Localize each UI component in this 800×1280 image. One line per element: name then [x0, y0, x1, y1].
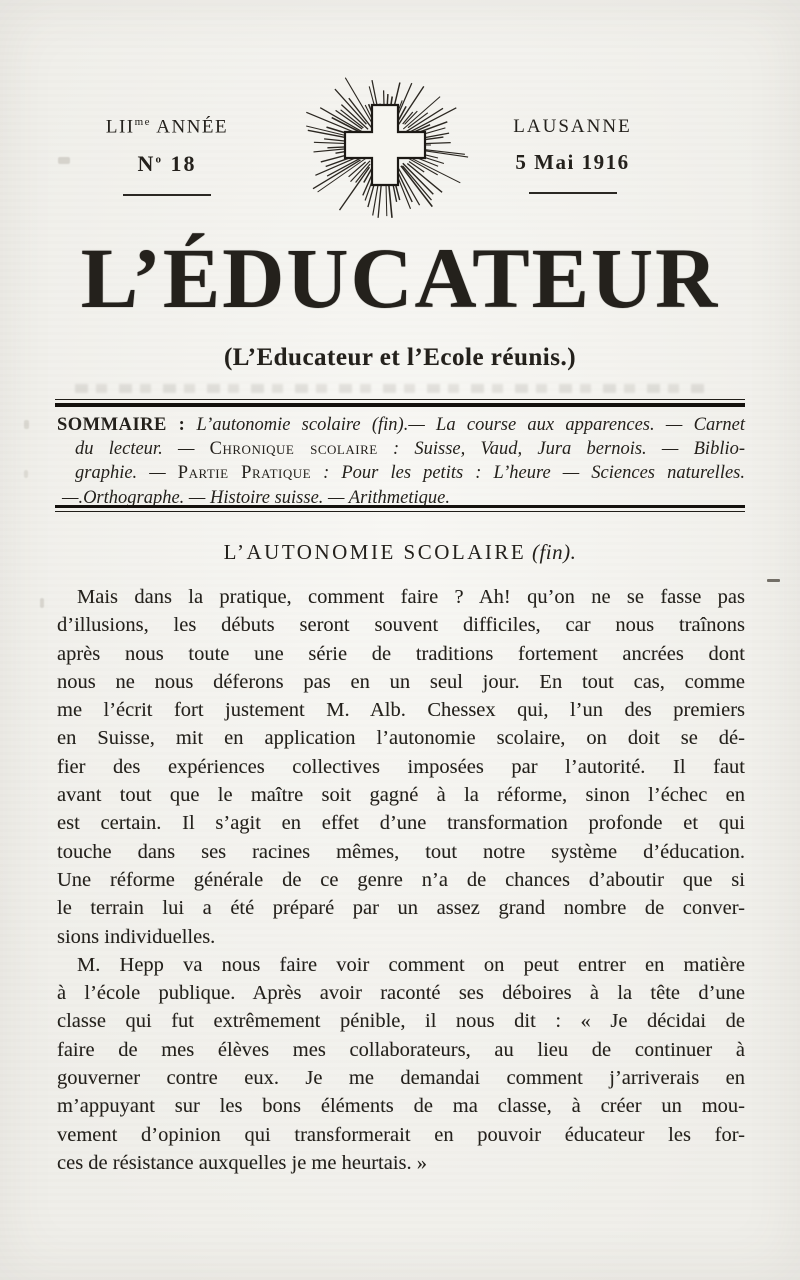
text-line: en Suisse, mit en application l’autonomie scolaire, on doit se dé- [57, 727, 745, 750]
journal-title: L’ÉDUCATEUR [80, 230, 720, 326]
article-paragraph [57, 583, 745, 951]
text-line: m’appuyant sur les bons éléments de ma classe, à créer un mou- [57, 1095, 745, 1118]
text-line: Une réforme générale de ce genre n’a de chances d’aboutir que si [57, 868, 745, 891]
article-heading: L’AUTONOMIE SCOLAIRE (fin). [223, 540, 577, 564]
issue-date-text: 5 Mai 1916 [515, 150, 630, 174]
masthead-right [490, 116, 655, 194]
summary-block [57, 413, 745, 510]
text-line: avant tout que le maître soit gagné à la réforme, sinon l’échec en [57, 784, 745, 807]
text-line: le terrain lui a été préparé par un assez grand nombre de conver- [57, 897, 745, 920]
text-line: après nous toute une série de traditions fortement ancrées dont [57, 642, 745, 665]
summary-label: SOMMAIRE : [57, 415, 186, 435]
divider-rule-bottom [55, 505, 745, 512]
paper-speck [58, 157, 70, 164]
margin-mark [767, 579, 780, 582]
section-name-smallcaps: Chronique scolaire [209, 439, 378, 460]
text-line: vement d’opinion qui transformerait en pouvoir éducateur les for- [57, 1123, 745, 1146]
paper-speck [24, 470, 28, 478]
bleed-through-ghost [75, 384, 705, 393]
paper-speck [40, 598, 44, 608]
text-line: ces de résistance auxquelles je me heurtais. » [57, 1151, 427, 1174]
text-line: me l’écrit fort justement M. Alb. Chessex qui, l’un des premiers [57, 699, 745, 722]
text-line: sions individuelles. [57, 925, 216, 948]
swiss-cross-sunburst-icon [285, 56, 485, 234]
masthead-rule [529, 192, 617, 194]
text-line: d’illusions, les débuts seront souvent difficiles, car nous traînons [57, 614, 745, 637]
journal-subtitle: (L’Educateur et l’Ecole réunis.) [223, 344, 577, 371]
volume-year-text: $LII^{me}$ ANNÉE [105, 116, 229, 138]
masthead-left [82, 116, 252, 196]
text-line: fier des expériences collectives imposées par l’autorité. Il faut [57, 755, 745, 778]
text-line: M. Hepp va nous faire voir comment on peut entrer en matière [77, 953, 745, 976]
paper-speck [24, 420, 29, 429]
text-line: classe qui fut extrêmement pénible, il nous dit : « Je décidai de [57, 1010, 745, 1033]
text-line: touche dans ses racines mêmes, tout notre système d’éducation. [57, 840, 745, 863]
section-name-smallcaps: Partie Pratique [177, 463, 312, 484]
city-text: LAUSANNE [513, 116, 632, 137]
article-paragraph [57, 951, 745, 1177]
summary-line: graphie. — Partie Pratique : Pour les petits : L’heure — Sciences naturelles. [75, 463, 746, 484]
summary-line: —.Orthographe. — Histoire suisse. — Arithmetique. [62, 487, 450, 508]
issue-number-text: $N^o$ 18 [137, 151, 197, 177]
masthead-rule [123, 194, 211, 196]
text-line: est certain. Il s’agit en effet d’une transformation profonde et qui [57, 812, 745, 835]
text-line: gouverner contre eux. Je me demandai comment j’arriverais en [57, 1067, 745, 1090]
text-line: Mais dans la pratique, comment faire ? Ah! qu’on ne se fasse pas [77, 586, 745, 608]
text-line: faire de mes élèves mes collaborateurs, au lieu de continuer à [57, 1038, 745, 1061]
article-body [57, 583, 745, 1177]
text-line: à l’école publique. Après avoir raconté ses déboires à la tête d’une [57, 982, 745, 1005]
article-heading-fin: (fin). [526, 540, 577, 564]
text-line: nous ne nous déferons pas en un seul jour. En tout cas, comme [57, 670, 745, 693]
summary-line: du lecteur. — Chronique scolaire : Suisse, Vaud, Jura bernois. — Biblio- [75, 439, 746, 460]
divider-rule-top [55, 399, 745, 407]
summary-line: SOMMAIRE : L’autonomie scolaire (fin).— La course aux apparences. — Carnet [57, 415, 745, 435]
